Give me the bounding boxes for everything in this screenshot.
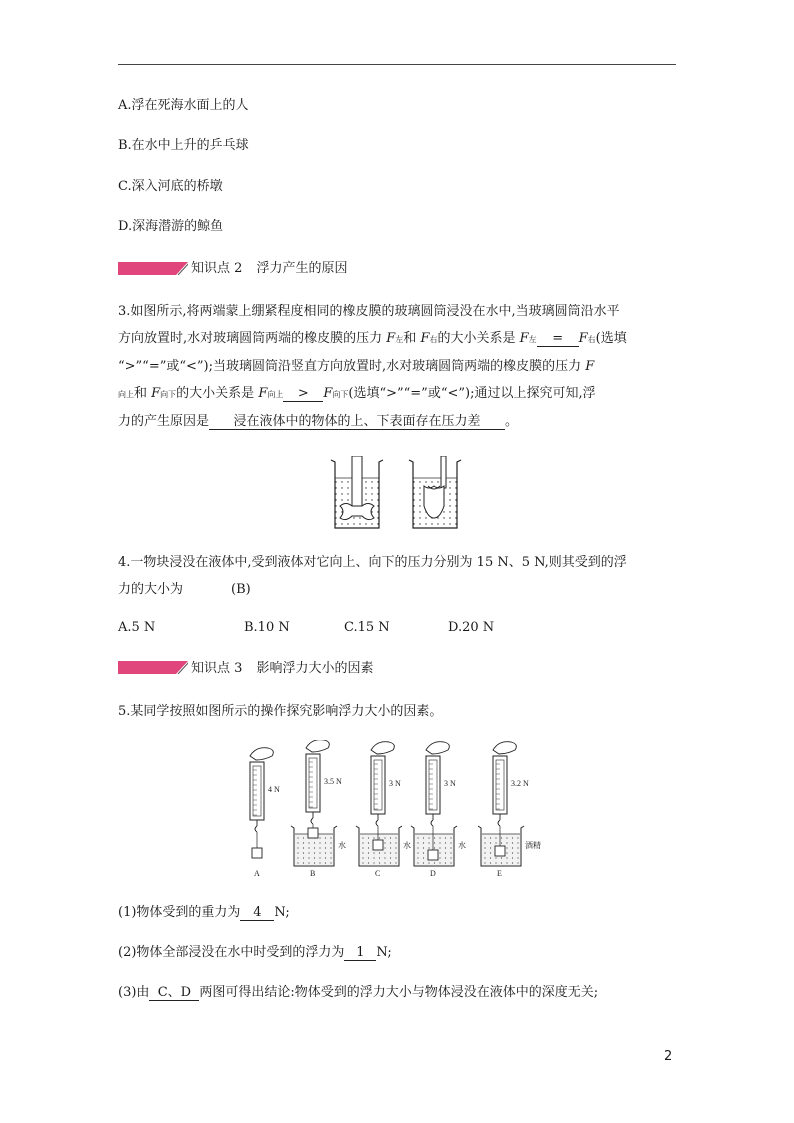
q2-option-a: A.浮在死海水面上的人 [118,98,249,113]
answer-blank-1: = [537,331,579,347]
object-block [373,840,383,850]
scale-panel [411,742,466,878]
q5-part-1: (1)物体受到的重力为 4 N; [118,905,290,920]
knowledge-point-3-heading: 知识点 3 影响浮力大小的因素 [191,661,374,676]
object-block [495,846,505,856]
question-5-stem: 5.某同学按照如图所示的操作探究影响浮力大小的因素。 [118,704,443,719]
q2-option-d: D.深海潜游的鲸鱼 [118,219,224,234]
q4-options: A.5 N B.10 N C.15 N D.20 N [118,620,495,635]
panel-letter: C [375,869,381,878]
object-block [428,850,438,860]
q4-answer: (B) [231,582,251,597]
liquid-label: 酒精 [525,841,541,850]
spring-scale-figure [244,740,564,880]
page-number: 2 [664,1049,673,1064]
answer-blank-3: 浸在液体中的物体的上、下表面存在压力差 [209,414,505,430]
scale-panel [250,748,280,878]
liquid-label: 水 [338,841,346,850]
scale-panel [478,742,541,878]
section-badge-icon [118,262,188,275]
question-3: 3.如图所示,将两端蒙上绷紧程度相同的橡皮膜的玻璃圆筒浸没在水中,当玻璃圆筒沿水平 方向放置时,水对玻璃圆筒两端的橡皮膜的压力 F左和 F右的大小关系是 F左 = F右(选填 “>”“=”或“<”);当玻璃圆筒沿竖直方向放置时,水对玻璃圆筒两端的橡皮膜的压力 F 向上和 F向下的大小关系是 F向上 > F向下(选填“>”“=”或“<”);通过以上探究可知,浮 力的产生原因是 浸在液体中的物体的上、下表面存在压力差 。 [118,304,627,429]
object-block [252,848,262,858]
scale-reading: 3.5 N [324,777,342,786]
scale-panel [291,740,346,878]
scale-panel [356,742,411,878]
section-badge-icon [118,661,188,674]
scale-reading: 3 N [389,779,401,788]
panel-letter: D [430,869,436,878]
panel-letter: E [497,869,502,878]
knowledge-point-2-heading: 知识点 2 浮力产生的原因 [191,261,348,276]
panel-letter: B [310,869,316,878]
liquid-label: 水 [403,841,411,850]
q5-answer-3: C、D [149,985,199,1001]
scale-reading: 3 N [444,779,456,788]
glass-tube-beakers-figure [328,456,462,532]
q5-part-3: (3)由 C、D 两图可得出结论:物体受到的浮力大小与物体浸没在液体中的深度无关; [118,985,599,1000]
liquid-label: 水 [458,841,466,850]
object-block [308,828,318,838]
q5-part-2: (2)物体全部浸没在水中时受到的浮力为 1 N; [118,945,392,960]
question-4: 4.一物块浸没在液体中,受到液体对它向上、向下的压力分别为 15 N、5 N,则其受到的浮 力的大小为 (B) [118,555,627,597]
answer-blank-2: > [283,386,323,402]
scale-reading: 4 N [268,785,280,794]
scale-reading: 3.2 N [511,779,529,788]
q2-option-c: C.深入河底的桥墩 [118,179,223,194]
panel-letter: A [254,869,260,878]
header-rule [118,64,676,65]
q2-option-b: B.在水中上升的乒乓球 [118,138,249,153]
q5-answer-1: 4 [240,905,274,921]
q5-answer-2: 1 [344,945,376,961]
